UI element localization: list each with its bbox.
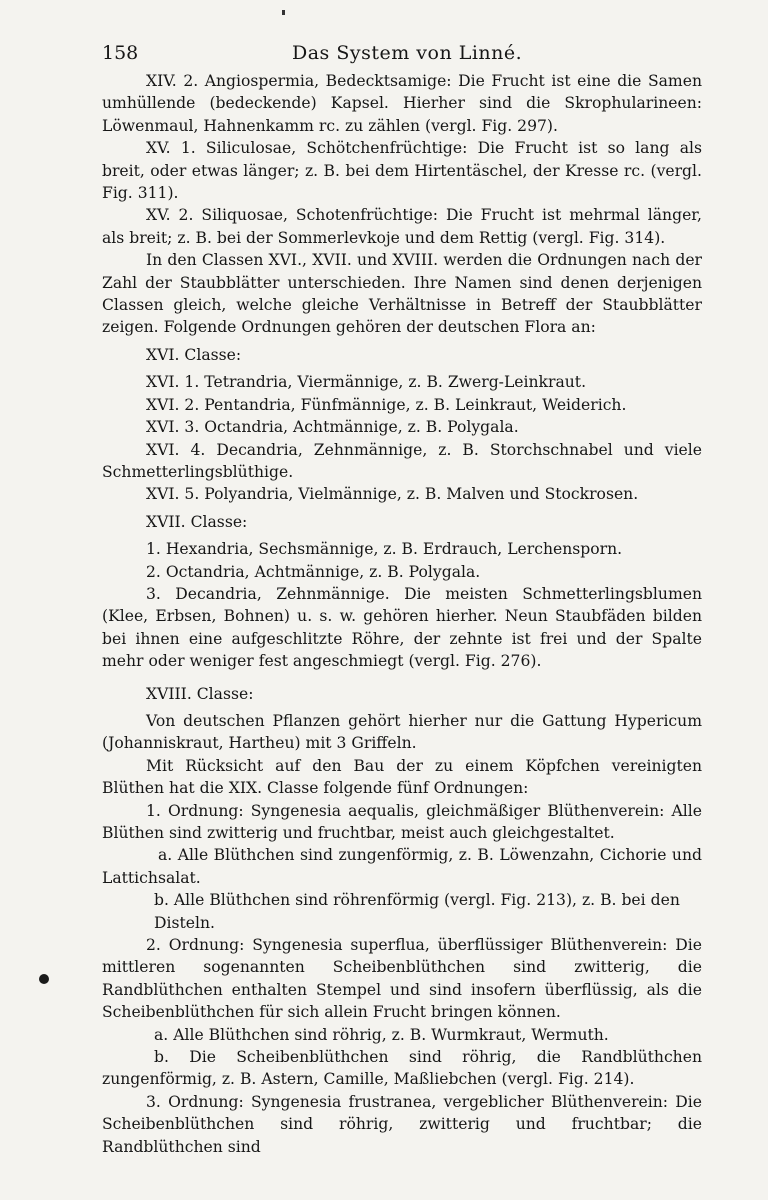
paragraph-order-1: 1. Ordnung: Syngenesia aequalis, gleichmäßiger Blüthenverein: Alle Blüthen sind zwitterig und fruchtbar, meist auch gleichgestaltet. [102,801,702,842]
paragraph-order-2: 2. Ordnung: Syngenesia superflua, überflüssiger Blüthenverein: Die mittleren sogenannten Scheibenblüthchen sind zwitterig, die Randblüthchen enthalten Stempel und sind insofern überflüssig, als die Scheibenblüthchen für sich allein Frucht bringen können. [102,936,702,1022]
page-number: 158 [102,42,139,64]
list-item: 2. Octandria, Achtmännige, z. B. Polygala. [146,562,481,581]
paragraph-classes-intro: In den Classen XVI., XVII. und XVIII. werden die Ordnungen nach der Zahl der Staubblätter unterschieden. Ihre Namen sind denen derjenigen Classen gleich, welche gleiche Verhältnisse in Betreff der Staubblätter zeigen. Folgende Ordnungen gehören der deutschen Flora an: [102,251,702,337]
paragraph-order-3: 3. Ordnung: Syngenesia frustranea, vergeblicher Blüthenverein: Die Scheibenblüthchen sind röhrig, zwitterig und fruchtbar; die Randblüthchen sind [102,1092,702,1156]
list-item: 1. Hexandria, Sechsmännige, z. B. Erdrauch, Lerchensporn. [146,540,623,559]
ink-spot [39,974,49,984]
paragraph-siliquosae: XV. 2. Siliquosae, Schotenfrüchtige: Die Frucht ist mehrmal länger, als breit; z. B. bei der Sommerlevkoje und dem Rettig (vergl. Fig. 314). [102,206,702,247]
list-item: XVI. 2. Pentandria, Fünfmännige, z. B. Leinkraut, Weiderich. [146,395,627,414]
list-item: XVI. 1. Tetrandria, Viermännige, z. B. Zwerg-Leinkraut. [146,373,587,392]
heading-class-xviii: XVIII. Classe: [146,684,254,703]
paragraph-order-2b: b. Die Scheibenblüthchen sind röhrig, die Randblüthchen zungenförmig, z. B. Astern, Camille, Maßliebchen (vergl. Fig. 214). [102,1048,702,1089]
heading-class-xvi: XVI. Classe: [146,345,242,364]
ink-mark [282,10,285,15]
paragraph-angiospermia: XIV. 2. Angiospermia, Bedecktsamige: Die Frucht ist eine die Samen umhüllende (bedeckende) Kapsel. Hierher sind die Skrophularineen: Löwenmaul, Hahnenkamm rc. zu zählen (vergl. Fig. 297). [102,72,702,135]
list-item: XVI. 3. Octandria, Achtmännige, z. B. Polygala. [146,418,519,437]
paragraph-hypericum: Von deutschen Pflanzen gehört hierher nur die Gattung Hypericum (Johanniskraut, Hartheu) mit 3 Griffeln. [102,711,702,753]
list-item: XVI. 4. Decandria, Zehnmännige, z. B. Storchschnabel und viele Schmetterlingsblüthige. [102,440,702,481]
paragraph-order-2a: a. Alle Blüthchen sind röhrig, z. B. Wurmkraut, Wermuth. [154,1025,609,1044]
heading-class-xvii: XVII. Classe: [146,512,248,531]
list-item: 3. Decandria, Zehnmännige. Die meisten Schmetterlingsblumen (Klee, Erbsen, Bohnen) u. s. w. gehören hierher. Neun Staubfäden bilden bei ihnen eine aufgeschlitzte Röhre, der zehnte ist frei und der Spalte mehr oder weniger fest angeschmiegt (vergl. Fig. 276). [102,584,702,671]
paragraph-class-xix-intro: Mit Rücksicht auf den Bau der zu einem Köpfchen vereinigten Blüthen hat die XIX. Classe folgende fünf Ordnungen: [102,756,702,798]
page-header [102,36,702,70]
paragraph-order-1a: a. Alle Blüthchen sind zungenförmig, z. B. Löwenzahn, Cichorie und Lattichsalat. [102,846,702,887]
paragraph-siliculosae: XV. 1. Siliculosae, Schötchenfrüchtige: Die Frucht ist so lang als breit, oder etwas länger; z. B. bei dem Hirtentäschel, der Kresse rc. (vergl. Fig. 311). [102,139,702,203]
running-head: Das System von Linné. [292,42,523,64]
paragraph-order-1b: b. Alle Blüthchen sind röhrenförmig (vergl. Fig. 213), z. B. bei den Disteln. [154,891,680,932]
page-body [102,70,702,1158]
list-item: XVI. 5. Polyandria, Vielmännige, z. B. Malven und Stockrosen. [146,485,639,504]
